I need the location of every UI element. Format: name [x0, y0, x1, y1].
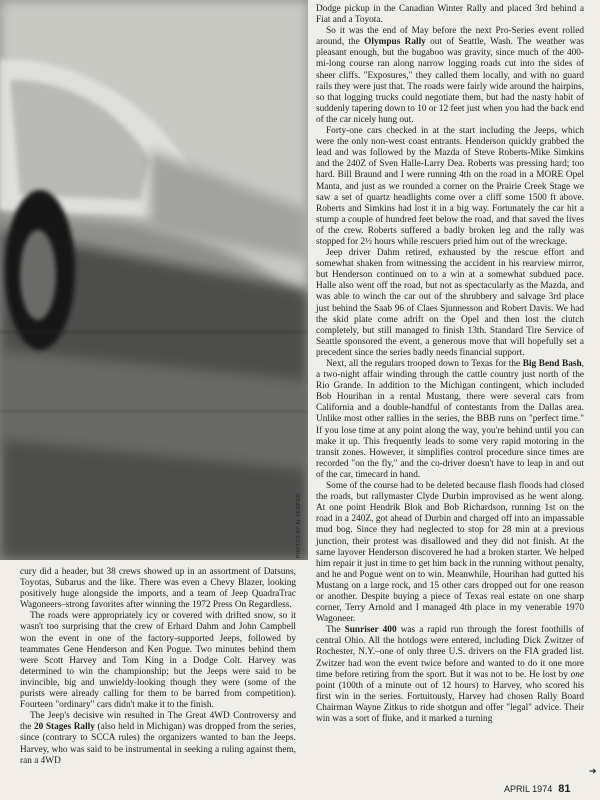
rally-name: Olympus Rally: [364, 37, 426, 48]
right-text-column: [316, 4, 584, 725]
rally-name: 20 Stages Rally: [33, 722, 95, 733]
blurred-car-illustration: [0, 0, 308, 560]
issue-date: APRIL 1974: [504, 784, 553, 794]
paragraph: Jeep driver Dahm retired, exhausted by the rescue effort and somewhat shaken from witnessing the accident in his rearview mirror, but Henderson continued on to a win at a somewhat subdued pace. Halle also went off the road, but not as spectacularly as the Mazda, and was able to winch the car out of the shrubbery and salvage 3rd place just behind the Saab 96 of Claes Sjunnesson and Robert Davis. We had the skid plate come adrift on the Opel and then lost the clutch completely, but still managed to finish 13th. Standard Tire Service of Seattle sponsored the event, a generous move that will hopefully set a precedent since the series badly needs financial support.: [316, 248, 584, 358]
page-number: 81: [558, 783, 571, 795]
left-text-column: [20, 567, 296, 767]
rally-name: Sunriser 400: [344, 625, 397, 636]
paragraph: The Jeep's decisive win resulted in The Great 4WD Controversy and the 20 Stages Rally (also held in Michigan) was dropped from the series, since (contrary to SCCA rules) the organizers wanted to ban the Jeeps. Harvey, who was said to be instrumental in seeking a ruling against them, ran a 4WD: [20, 711, 296, 766]
rally-car-photo: [0, 0, 308, 560]
paragraph: The Sunriser 400 was a rapid run through the forest foothills of central Ohio. All the hotdogs were entered, including Dick Zwitzer of Rochester, N.Y.–one of only three U.S. drivers on the FIA graded list. Zwitzer had won the event twice before and wanted to do it one more time before retiring from the sport. But it was not to be. He lost by one point (100th of a minute out of 12 hours) to Harvey, who scored his first win in the series. Fortuitously, Harvey had chosen Rally Board Chairman Wayne Zitkus to ride shotgun and offer "legal" advice. Their win was a sort of fluke, and it marked a turning: [316, 625, 584, 724]
photo-credit: PHOTOS BY AL KEMPER: [296, 493, 302, 558]
paragraph: So it was the end of May before the next Pro-Series event rolled around, the Olympus Rally out of Seattle, Wash. The weather was pleasant enough, but the bugaboo was gravity, since much of the 400-mi-long course ran along narrow logging roads cut into the sides of sheer cliffs. "Exposures," they called them locally, and with no guard rails they were just that. The roads were fairly wide around the hairpins, so that logging trucks could negotiate them, but had the nasty habit of suddenly tapering down to 10 or 12 feet just when you had the back end of the car nicely hung out.: [316, 26, 585, 125]
paragraph: Next, all the regulars trooped down to Texas for the Big Bend Bash, a two-night affair winding through the cattle country just north of the Rio Grande. In addition to the Michigan contingent, which included Bob Hourihan in a rental Mustang, there were several cars from California and a double-handful of contestants from the Dallas area. Unlike most other rallies in the series, the BBB runs on "perfect time." If you lose time at any point along the way, you're behind until you can make it up. This frequently leads to some very rapid motoring in the transit zones. However, it simplifies control procedure since times are recorded "on the fly," and the co-driver doesn't have to leap in and out of the car, timecard in hand.: [316, 359, 584, 480]
paragraph: Forty-one cars checked in at the start including the Jeeps, which were the only non-west coast entrants. Henderson quickly grabbed the lead and was followed by the Mazda of Steve Roberts-Mike Simkins and the 240Z of Sven Halle-Larry Dea. Roberts was pressing hard; too hard. Bill Braund and I were running 4th on the road in a MORE Opel Manta, and just as we rounded a corner on the Prairie Creek Stage we saw a set of quartz headlights come over a cliff some 1500 ft above. Roberts and Simkins had lost it in a big way. Fortunately the car hit a stump a couple of hundred feet below the road, and that saved the lives of the crew. Roberts suffered a badly broken leg and the rally was stopped for 2½ hours while rescuers pried him out of the wreckage.: [316, 126, 584, 247]
page-footer: [504, 783, 570, 795]
paragraph: Dodge pickup in the Canadian Winter Rally and placed 3rd behind a Fiat and a Toyota.: [316, 4, 584, 26]
paragraph: cury did a header, but 38 crews showed up in an assortment of Datsuns, Toyotas, Subarus and the like. There was even a Chevy Blazer, looking positively huge alongside the imports, and a team of Jeep QuadraTrac Wagoneers–strong favorites after winning the 1972 Press On Regardless.: [20, 567, 296, 611]
paragraph: The roads were appropriately icy or covered with drifted snow, so it wasn't too surprising that the crew of Erhard Dahm and John Campbell won the event in one of the factory-supported Jeeps, followed by teammates Gene Henderson and Ken Pogue. Two minutes behind them were Scott Harvey and Tom King in a Dodge Colt. Harvey was determined to win the championship; but the Jeeps were said to be invincible, big and unwieldy-looking though they were (some of the purists were already calling for them to be barred from competition). Fourteen "ordinary" cars didn't make it to the finish.: [20, 611, 296, 711]
rally-name: Big Bend Bash: [522, 359, 582, 369]
continue-arrow-icon: ➔: [589, 767, 597, 777]
paragraph: Some of the course had to be deleted because flash floods had closed the roads, but rallymaster Clyde Durbin improvised as he went along. At one point Hendrik Blok and Bob Richardson, running 1st on the road in a 240Z, got ahead of Durbin and charged off into an impassable mud bog. Since they had neglected to stop for 28 min at a previous junction, their protest was disallowed and they did not finish. At the same layover Henderson discovered he had a broken starter. We helped him repair it just in time to get him back in the running without penalty, and he and Pogue went on to win. Meanwhile, Hourihan had gutted his Mustang on a large rock, and 15 other cars dropped out for one reason or another. Despite buying a piece of Texas real estate on one sharp corner, Terry Arnold and I managed 4th place in my venerable 1970 Wagoneer.: [316, 481, 584, 625]
